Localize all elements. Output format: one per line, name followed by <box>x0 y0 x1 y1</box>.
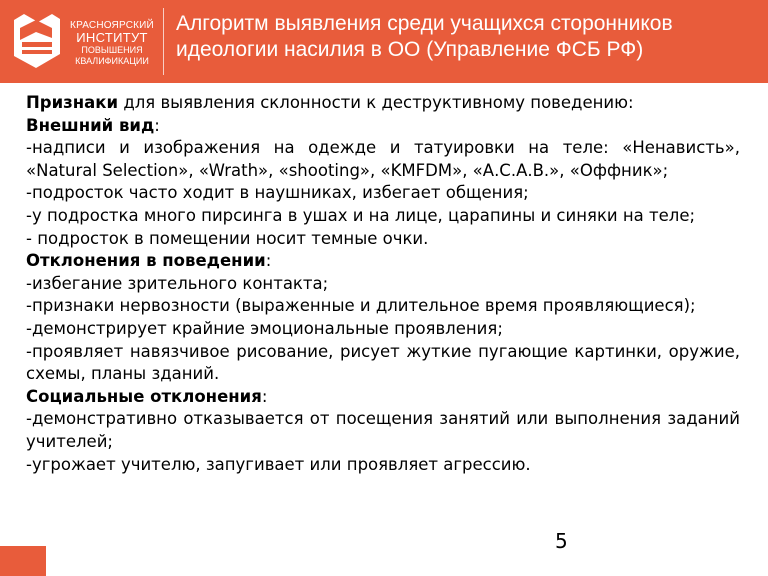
list-item: -проявляет навязчивое рисование, рисует жуткие пугающие картинки, оружие, схемы, планы зданий. <box>26 341 740 384</box>
behavior-heading: Отклонения в поведении <box>26 251 266 271</box>
header-divider <box>163 8 164 75</box>
social-heading-line <box>26 386 740 409</box>
behavior-colon: : <box>265 251 272 271</box>
slide-header <box>0 0 768 83</box>
appearance-heading-line <box>26 115 740 138</box>
institute-line1: КРАСНОЯРСКИЙ <box>70 20 154 31</box>
list-item: -демонстрирует крайние эмоциональные проявления; <box>26 318 503 338</box>
intro-bold: Признаки <box>26 93 119 112</box>
list-item: -подросток часто ходит в наушниках, избегает общения; <box>26 183 529 203</box>
institute-name <box>66 20 158 67</box>
institute-logo-icon <box>12 14 62 68</box>
page-number: 5 <box>555 529 568 553</box>
list-item: -угрожает учителю, запугивает или проявляет агрессию. <box>26 454 531 474</box>
institute-line3: ПОВЫШЕНИЯ <box>81 45 143 55</box>
behavior-heading-line <box>26 250 740 273</box>
list-item: -демонстративно отказывается от посещения занятий или выполнения заданий учителей; <box>26 409 740 451</box>
title-line1: Алгоритм выявления среди учащихся сторонников <box>176 12 673 35</box>
intro-paragraph <box>26 92 740 115</box>
appearance-colon: : <box>154 115 160 135</box>
institute-line2: ИНСТИТУТ <box>76 30 148 45</box>
title-line2: идеологии насилия в ОО (Управление ФСБ РФ) <box>176 38 644 61</box>
intro-text: для выявления склонности к деструктивному поведению: <box>118 93 634 112</box>
list-item: -у подростка много пирсинга в ушах и на лице, царапины и синяки на теле; <box>26 205 696 225</box>
list-item: - подросток в помещении носит темные очки. <box>26 228 429 248</box>
social-heading: Социальные отклонения <box>26 386 262 406</box>
slide-title <box>176 11 761 63</box>
list-item: -избегание зрительного контакта; <box>26 273 329 293</box>
list-item: -признаки нервозности (выраженные и длительное время проявляющиеся); <box>26 296 696 316</box>
institute-line4: КВАЛИФИКАЦИИ <box>75 56 149 66</box>
slide-content <box>26 92 740 476</box>
list-item: -надписи и изображения на одежде и татуировки на теле: «Ненависть», «Natural Selection», «Wrath», «shooting», «KMFDM», «А.С.А.В.», «Оффник»; <box>26 138 740 180</box>
corner-accent <box>0 546 46 576</box>
social-colon: : <box>261 386 268 406</box>
appearance-heading: Внешний вид <box>26 115 155 135</box>
